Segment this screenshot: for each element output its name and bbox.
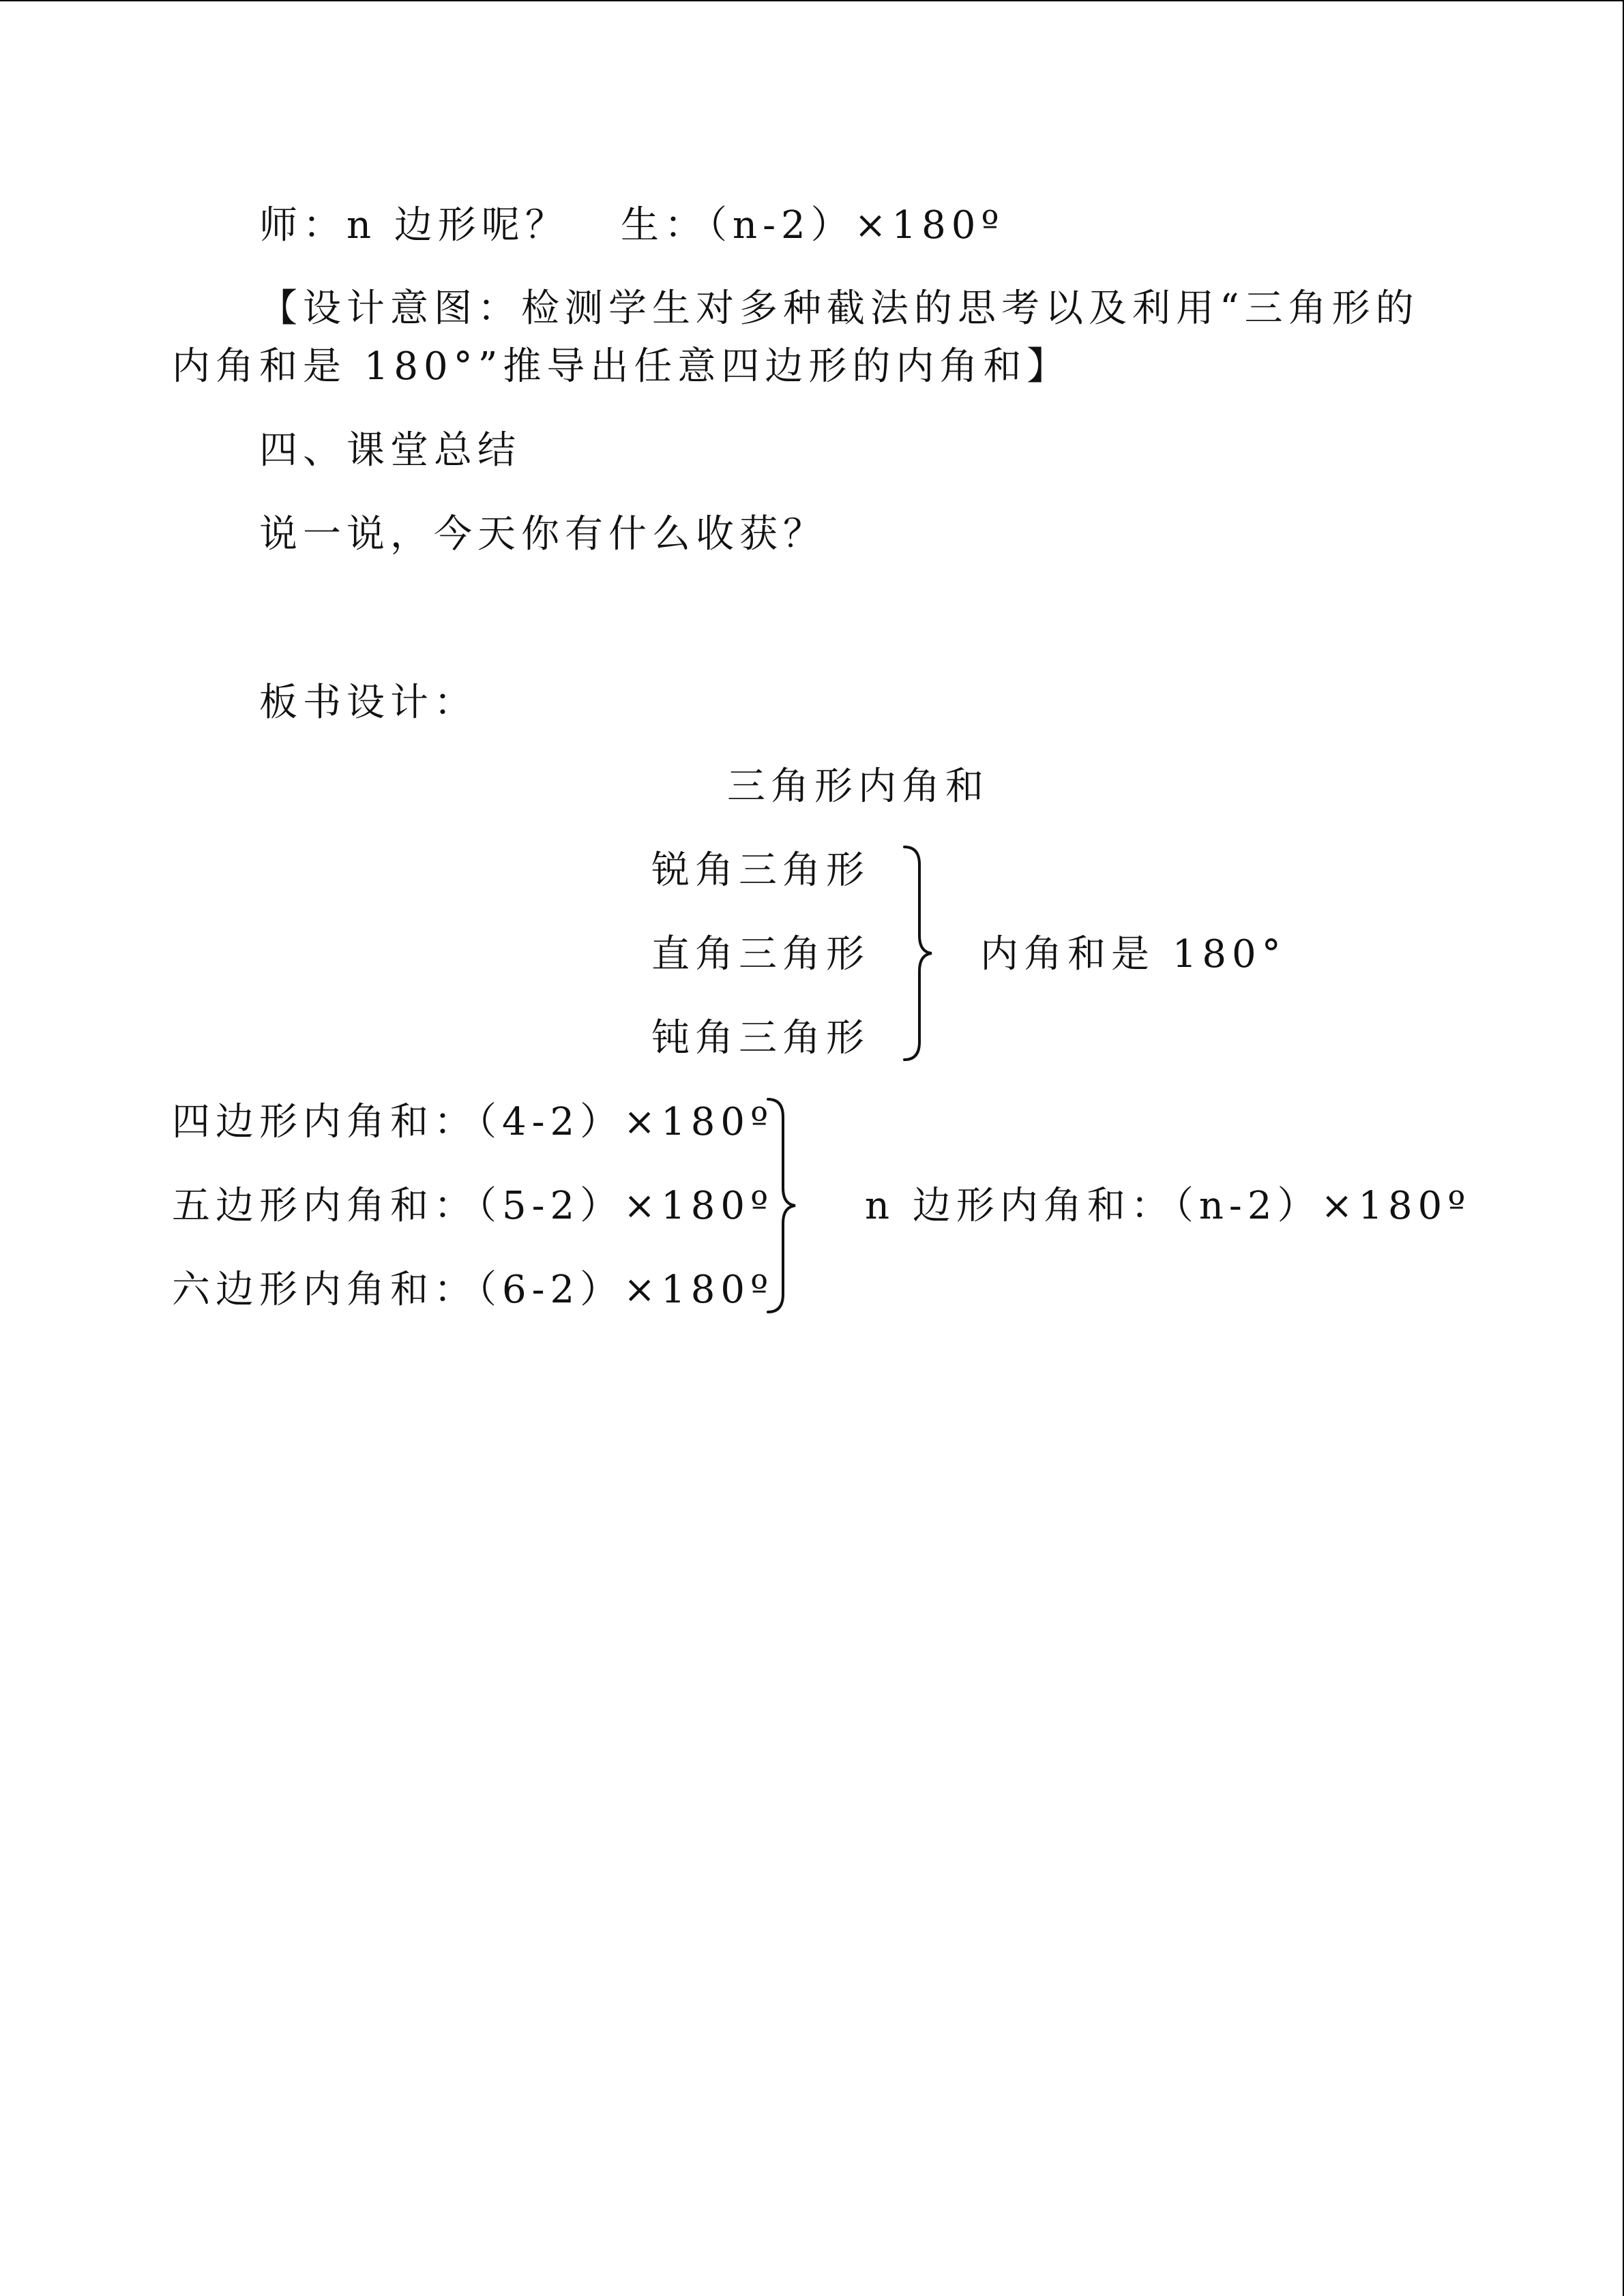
student-answer: 生：（n-2）×180º	[621, 203, 1005, 248]
triangle-result: 内角和是 180°	[980, 932, 1286, 976]
triangle-right: 直角三角形	[651, 932, 870, 976]
triangle-acute: 锐角三角形	[651, 848, 870, 893]
polygon-brace	[763, 1097, 810, 1315]
polygon-pentagon: 五边形内角和：（5-2）×180º	[172, 1184, 774, 1228]
polygon-quadrilateral: 四边形内角和：（4-2）×180º	[172, 1100, 774, 1144]
summary-heading: 四、课堂总结	[259, 428, 521, 473]
design-intent-line1: 【设计意图：检测学生对多种截法的思考以及利用“三角形的	[259, 286, 1419, 331]
board-label: 板书设计：	[259, 681, 477, 725]
polygon-hexagon: 六边形内角和：（6-2）×180º	[172, 1268, 774, 1312]
teacher-question: 师：n 边形呢？	[259, 203, 569, 248]
summary-prompt: 说一说，今天你有什么收获？	[259, 512, 827, 556]
design-intent-line2: 内角和是 180°”推导出任意四边形的内角和】	[172, 344, 1071, 389]
triangle-brace	[899, 844, 947, 1062]
board-title: 三角形内角和	[727, 764, 989, 809]
polygon-result: n 边形内角和：（n-2）×180º	[865, 1184, 1471, 1228]
triangle-obtuse: 钝角三角形	[651, 1016, 870, 1060]
